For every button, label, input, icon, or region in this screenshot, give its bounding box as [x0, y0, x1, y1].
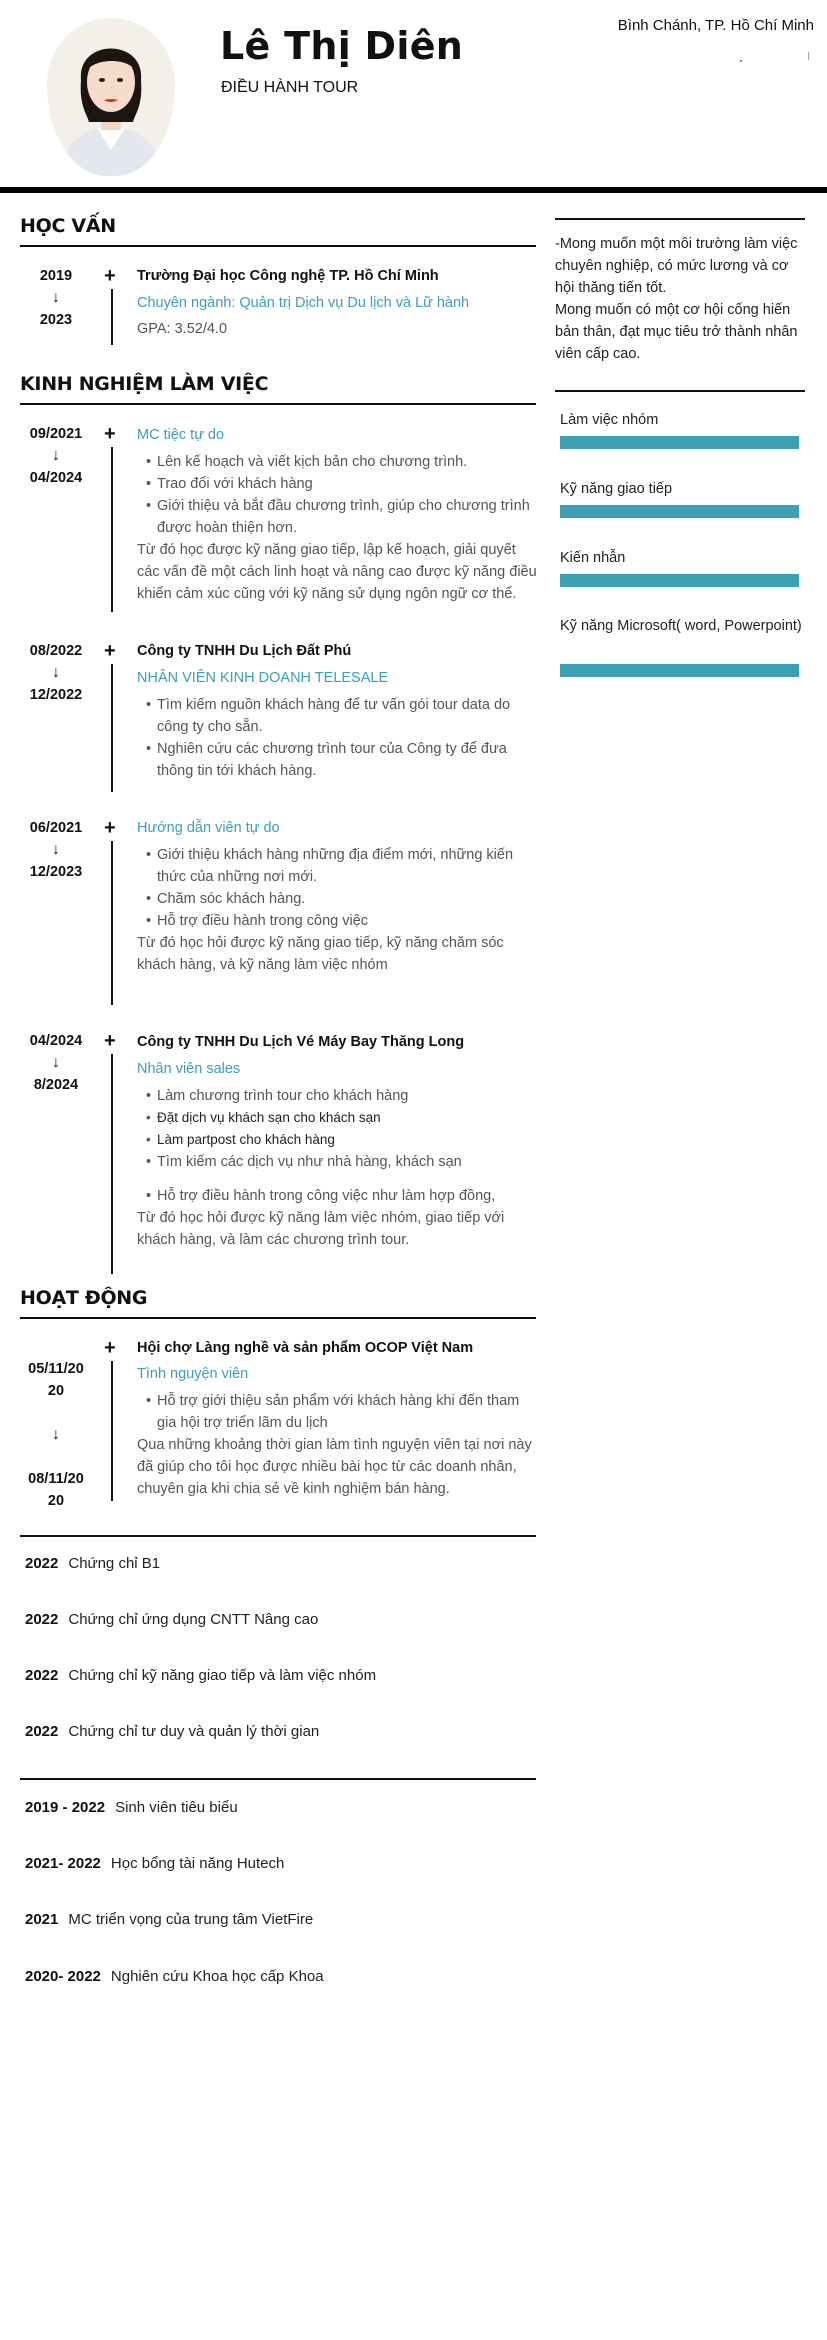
- skill-bar: [560, 505, 799, 518]
- award-name: Sinh viên tiêu biểu: [115, 1799, 238, 1816]
- bullet-item: • Tìm kiếm các dịch vụ như nhà hàng, khách sạn: [157, 1151, 537, 1173]
- gpa: GPA: 3.52/4.0: [137, 321, 228, 337]
- arrow-down-icon: ↓: [52, 664, 60, 681]
- award-row: [25, 1911, 313, 1928]
- certificate-row: [25, 1723, 319, 1740]
- date-start: 06/2021: [29, 820, 83, 836]
- date-end: 8/2024: [33, 1077, 79, 1093]
- skill-bar: [560, 664, 799, 677]
- skill-name: Kiến nhẫn: [560, 550, 626, 566]
- certificate-name: Chứng chỉ ứng dụng CNTT Nâng cao: [68, 1611, 319, 1628]
- activity-role: Tình nguyện viên: [137, 1366, 249, 1382]
- plus-icon: +: [104, 640, 116, 662]
- plus-icon: +: [104, 1030, 116, 1052]
- bullet-item: • Làm partpost cho khách hàng: [157, 1129, 537, 1151]
- event-name: Hội chợ Làng nghề và sản phẩm OCOP Việt Nam: [137, 1340, 474, 1356]
- certificate-year: 2022: [25, 1667, 59, 1684]
- arrow-down-icon: ↓: [52, 289, 60, 306]
- timeline-line: [111, 289, 113, 345]
- activities-heading: HOẠT ĐỘNG: [20, 1287, 148, 1309]
- award-name: Học bổng tài năng Hutech: [110, 1855, 285, 1872]
- experience-dates: [22, 640, 90, 706]
- activity-details: [137, 1390, 537, 1500]
- experience-dates: [22, 423, 90, 489]
- certificate-name: Chứng chỉ tư duy và quản lý thời gian: [68, 1723, 320, 1740]
- certificate-row: [25, 1611, 318, 1628]
- bullet-item: • Giới thiệu và bắt đầu chương trình, giúp cho chương trình được hoàn thiện hơn.: [157, 495, 537, 539]
- bullet-item: • Chăm sóc khách hàng.: [157, 888, 537, 910]
- date-start: 08/2022: [29, 643, 83, 659]
- award-year: 2019 - 2022: [25, 1799, 106, 1816]
- header-divider: [0, 187, 827, 193]
- decorative-tick: [808, 52, 809, 60]
- education-dates: [22, 265, 90, 331]
- date-end: 12/2022: [29, 687, 83, 703]
- skill-bar: [560, 574, 799, 587]
- date-end: 2023: [39, 312, 73, 328]
- date-start: 09/2021: [29, 426, 83, 442]
- job-summary: Từ đó học hỏi được kỹ năng giao tiếp, kỹ năng chăm sóc khách hàng, và kỹ năng làm việc nhóm: [137, 935, 504, 973]
- award-row: [25, 1799, 238, 1816]
- award-row: [25, 1968, 324, 1985]
- skill-bar: [560, 436, 799, 449]
- experience-dates: [22, 1030, 90, 1096]
- skill-name: Kỹ năng giao tiếp: [560, 481, 673, 497]
- skill-name: Kỹ năng Microsoft( word, Powerpoint): [560, 618, 802, 634]
- award-year: 2021- 2022: [25, 1855, 101, 1872]
- certificate-name: Chứng chỉ B1: [68, 1555, 161, 1572]
- date-start: 04/2024: [29, 1033, 83, 1049]
- certificate-name: Chứng chỉ kỹ năng giao tiếp và làm việc nhóm: [68, 1667, 377, 1684]
- section-divider: [555, 390, 805, 392]
- activity-dates: [22, 1336, 90, 1534]
- plus-icon: +: [104, 817, 116, 839]
- certificate-year: 2022: [25, 1611, 59, 1628]
- career-objective: -Mong muốn một môi trường làm việc chuyên nghiệp, có mức lương và cơ hội thăng tiến tốt. Mong muốn có một cơ hội cống hiến bản thân, đạt mục tiêu trở thành nhân viên cấp cao.: [555, 236, 798, 362]
- section-divider: [20, 1778, 536, 1780]
- timeline-line: [111, 447, 113, 612]
- company-name: Công ty TNHH Du Lịch Đất Phú: [137, 643, 352, 659]
- date-end: 04/2024: [29, 470, 83, 486]
- timeline-line: [111, 1054, 113, 1274]
- activity-summary: Qua những khoảng thời gian làm tình nguyện viên tại nơi này đã giúp cho tôi học được nhiều bài học từ các doanh nhân, chuyên gia khi chia sẻ về kinh nghiệm bán hàng.: [137, 1437, 532, 1497]
- arrow-down-icon: ↓: [52, 447, 60, 464]
- job-position: Hướng dẫn viên tự do: [137, 820, 280, 836]
- bullet-item: • Làm chương trình tour cho khách hàng: [157, 1085, 537, 1107]
- date-start: 2019: [39, 268, 73, 284]
- section-divider: [555, 218, 805, 220]
- company-name: Công ty TNHH Du Lịch Vé Máy Bay Thăng Long: [137, 1034, 465, 1050]
- job-title: ĐIỀU HÀNH TOUR: [221, 79, 359, 96]
- award-name: Nghiên cứu Khoa học cấp Khoa: [110, 1968, 324, 1985]
- section-divider: [20, 403, 536, 405]
- candidate-name: Lê Thị Diên: [220, 24, 464, 68]
- job-details: [137, 1085, 537, 1251]
- bullet-item: • Lên kế hoạch và viết kịch bản cho chương trình.: [157, 451, 537, 473]
- certificate-year: 2022: [25, 1555, 59, 1572]
- bullet-item: • Hỗ trợ điều hành trong công việc như làm hợp đồng,: [157, 1185, 537, 1207]
- school-name: Trường Đại học Công nghệ TP. Hồ Chí Minh: [137, 268, 439, 284]
- plus-icon: +: [104, 423, 116, 445]
- education-heading: HỌC VẤN: [20, 215, 116, 237]
- award-year: 2021: [25, 1911, 59, 1928]
- timeline-line: [111, 1361, 113, 1501]
- certificate-year: 2022: [25, 1723, 59, 1740]
- job-position: MC tiệc tự do: [137, 427, 225, 443]
- arrow-down-icon: ↓: [52, 841, 60, 858]
- certificate-row: [25, 1555, 160, 1572]
- bullet-item: • Tìm kiếm nguồn khách hàng để tư vấn gói tour data do công ty cho sẵn.: [157, 694, 537, 738]
- award-row: [25, 1855, 284, 1872]
- bullet-item: • Đặt dịch vụ khách sạn cho khách sạn: [157, 1107, 537, 1129]
- arrow-down-icon: ↓: [52, 1054, 60, 1071]
- plus-icon: +: [104, 1337, 116, 1359]
- section-divider: [20, 1535, 536, 1537]
- location: Bình Chánh, TP. Hồ Chí Minh: [617, 17, 814, 34]
- major: Chuyên ngành: Quản trị Dịch vụ Du lịch và Lữ hành: [137, 295, 470, 311]
- bullet-item: • Giới thiệu khách hàng những địa điểm mới, những kiến thức của những nơi mới.: [157, 844, 537, 888]
- bullet-item: • Hỗ trợ điều hành trong công việc: [157, 910, 537, 932]
- section-divider: [20, 245, 536, 247]
- job-summary: Từ đó học hỏi được kỹ năng làm việc nhóm, giao tiếp với khách hàng, và làm các chương trình tour.: [137, 1210, 505, 1248]
- date-end: 12/2023: [29, 864, 83, 880]
- bullet-item: • Nghiên cứu các chương trình tour của Công ty để đưa thông tin tới khách hàng.: [157, 738, 537, 782]
- decorative-dot: [740, 60, 742, 62]
- arrow-down-icon: ↓: [52, 1426, 60, 1443]
- job-details: [137, 844, 537, 976]
- job-details: [137, 451, 537, 605]
- profile-photo: [47, 18, 175, 176]
- bullet-item: • Trao đổi với khách hàng: [157, 473, 537, 495]
- award-name: MC triển vọng của trung tâm VietFire: [68, 1911, 314, 1928]
- job-position: NHÂN VIÊN KINH DOANH TELESALE: [137, 670, 389, 686]
- bullet-item: • Hỗ trợ giới thiệu sản phẩm với khách hàng khi đến tham gia hội trợ triển lãm du lịch: [157, 1390, 537, 1434]
- timeline-line: [111, 841, 113, 1005]
- job-details: [137, 694, 537, 782]
- timeline-line: [111, 664, 113, 792]
- job-summary: Từ đó học được kỹ năng giao tiếp, lập kế hoạch, giải quyết các vấn đề một cách linh hoạt và nâng cao được kỹ năng điều khiển cảm xúc cũng với kỹ năng sử dụng ngôn ngữ cơ thể.: [137, 542, 537, 602]
- date-end: 08/11/20 20: [28, 1471, 84, 1509]
- skill-name: Làm việc nhóm: [560, 412, 659, 428]
- experience-dates: [22, 817, 90, 883]
- experience-heading: KINH NGHIỆM LÀM VIỆC: [20, 373, 269, 395]
- date-start: 05/11/20 20: [28, 1361, 84, 1399]
- certificate-row: [25, 1667, 376, 1684]
- award-year: 2020- 2022: [25, 1968, 101, 1985]
- plus-icon: +: [104, 265, 116, 287]
- section-divider: [20, 1317, 536, 1319]
- job-position: Nhân viên sales: [137, 1061, 241, 1077]
